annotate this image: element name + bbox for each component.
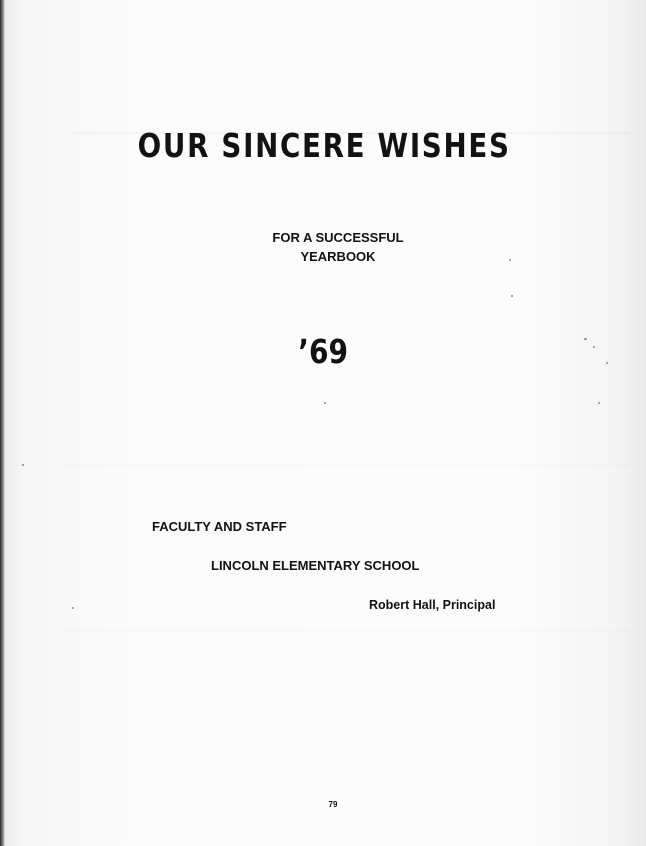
bleed-through-rule	[60, 465, 630, 466]
faculty-line: FACULTY AND STAFF	[152, 519, 287, 534]
school-name: LINCOLN ELEMENTARY SCHOOL	[211, 558, 420, 573]
subheading	[0, 228, 646, 266]
dust-speck	[593, 346, 595, 348]
dust-speck	[606, 362, 608, 364]
dust-speck	[584, 338, 587, 340]
bleed-through-texture	[380, 92, 430, 111]
dust-speck	[22, 464, 24, 466]
subheading-line-1: FOR A SUCCESSFUL	[272, 230, 404, 245]
dust-speck	[598, 402, 600, 404]
dust-speck	[72, 607, 74, 609]
dust-speck	[511, 295, 513, 297]
page-number: 79	[328, 800, 338, 809]
subheading-line-2: YEARBOOK	[300, 249, 376, 264]
bleed-through-rule	[60, 630, 630, 631]
dust-speck	[324, 402, 326, 404]
page-binding-edge	[0, 0, 5, 846]
principal-name: Robert Hall, Principal	[369, 598, 496, 612]
dust-speck	[509, 259, 511, 261]
year-label: ’69	[298, 332, 348, 371]
page-headline: OUR SINCERE WISHES	[137, 126, 511, 165]
